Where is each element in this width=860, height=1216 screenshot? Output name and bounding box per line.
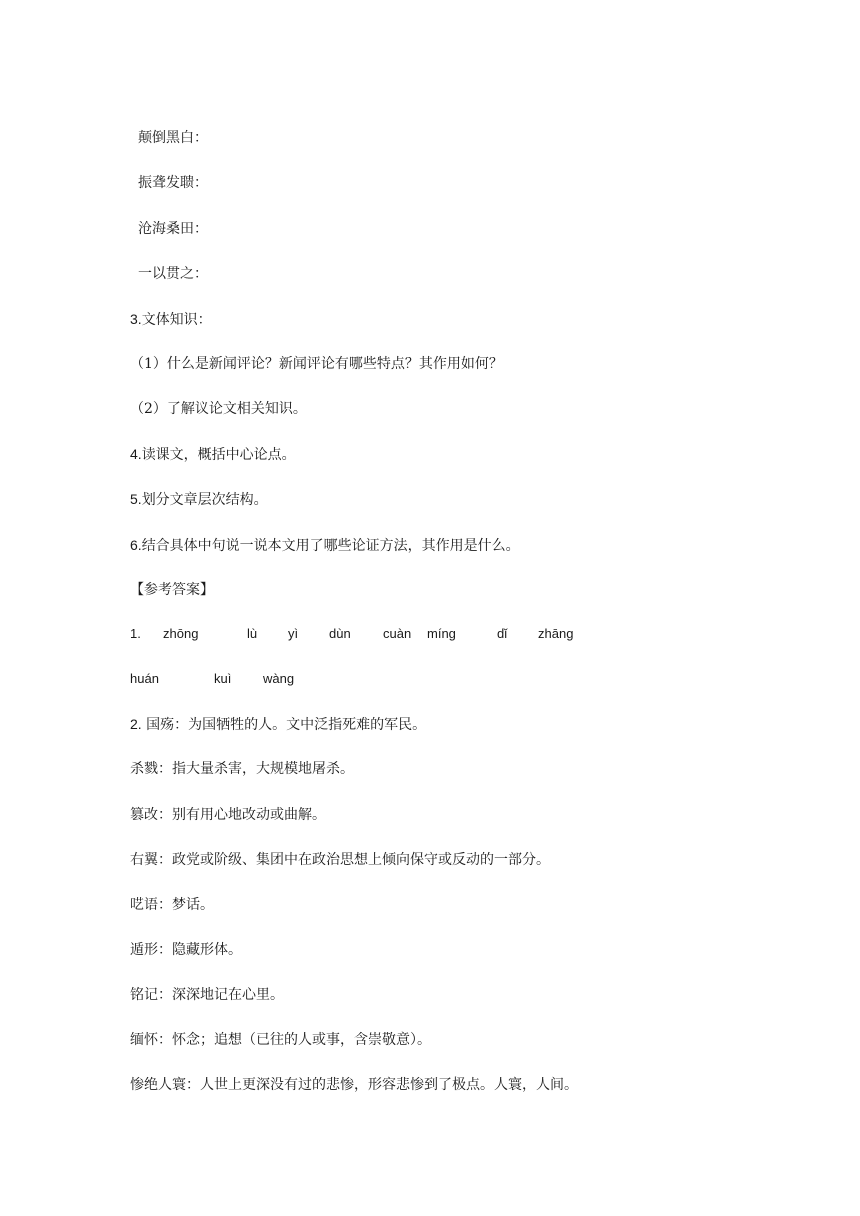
question-number: 6. bbox=[130, 537, 142, 553]
question-4 bbox=[130, 444, 296, 465]
definition-line: 惨绝人寰：人世上更深没有过的悲惨，形容悲惨到了极点。人寰，人间。 bbox=[130, 1077, 578, 1093]
pinyin-item: kuì bbox=[214, 671, 232, 686]
pinyin-row-1 bbox=[130, 624, 730, 644]
definition-line: 杀戮：指大量杀害，大规模地屠杀。 bbox=[130, 761, 354, 777]
pinyin-number: 1. bbox=[130, 626, 141, 641]
question-text: 划分文章层次结构。 bbox=[141, 492, 268, 508]
pinyin-item: huán bbox=[130, 671, 159, 686]
definition-line bbox=[130, 714, 426, 735]
pinyin-item: cuàn bbox=[383, 626, 412, 641]
pinyin-item: wàng bbox=[263, 671, 295, 686]
question-number: 4. bbox=[130, 446, 142, 462]
question-5 bbox=[130, 489, 268, 510]
pinyin-item: míng bbox=[427, 626, 456, 641]
question-text: 文体知识： bbox=[141, 312, 212, 328]
question-3 bbox=[130, 309, 212, 330]
question-number: 5. bbox=[130, 491, 142, 507]
pinyin-row-2 bbox=[130, 669, 730, 689]
question-3-sub-2: （2）了解议论文相关知识。 bbox=[130, 401, 307, 417]
pinyin-item: lù bbox=[247, 626, 258, 641]
pinyin-item: zhōng bbox=[163, 626, 199, 641]
question-6 bbox=[130, 535, 520, 556]
definition-line: 右翼：政党或阶级、集团中在政治思想上倾向保守或反动的一部分。 bbox=[130, 852, 550, 868]
definition-line: 遁形：隐藏形体。 bbox=[130, 942, 242, 958]
question-text: 结合具体中句说一说本文用了哪些论证方法，其作用是什么。 bbox=[141, 538, 520, 554]
answers-heading: 【参考答案】 bbox=[130, 582, 214, 598]
definition-line: 篡改：别有用心地改动或曲解。 bbox=[130, 807, 326, 823]
definition-line: 铭记：深深地记在心里。 bbox=[130, 987, 284, 1003]
pinyin-item: dùn bbox=[329, 626, 351, 641]
question-text: 读课文，概括中心论点。 bbox=[141, 447, 296, 463]
idiom-line: 一以贯之： bbox=[138, 266, 208, 282]
question-number: 3. bbox=[130, 311, 142, 327]
pinyin-item: zhāng bbox=[538, 626, 574, 641]
idiom-line: 振聋发聩： bbox=[138, 175, 208, 191]
idiom-line: 沧海桑田： bbox=[138, 221, 208, 237]
definition-line: 缅怀：怀念；追想（已往的人或事，含崇敬意）。 bbox=[130, 1032, 431, 1048]
definition-number: 2. bbox=[130, 716, 142, 732]
question-3-sub-1: （1）什么是新闻评论？新闻评论有哪些特点？其作用如何？ bbox=[130, 356, 503, 372]
definition-text: 国殇：为国牺牲的人。文中泛指死难的军民。 bbox=[146, 717, 427, 733]
pinyin-item: yì bbox=[288, 626, 299, 641]
definition-line: 呓语：梦话。 bbox=[130, 897, 214, 913]
idiom-line: 颠倒黑白： bbox=[138, 130, 208, 146]
pinyin-item: dǐ bbox=[497, 626, 508, 641]
